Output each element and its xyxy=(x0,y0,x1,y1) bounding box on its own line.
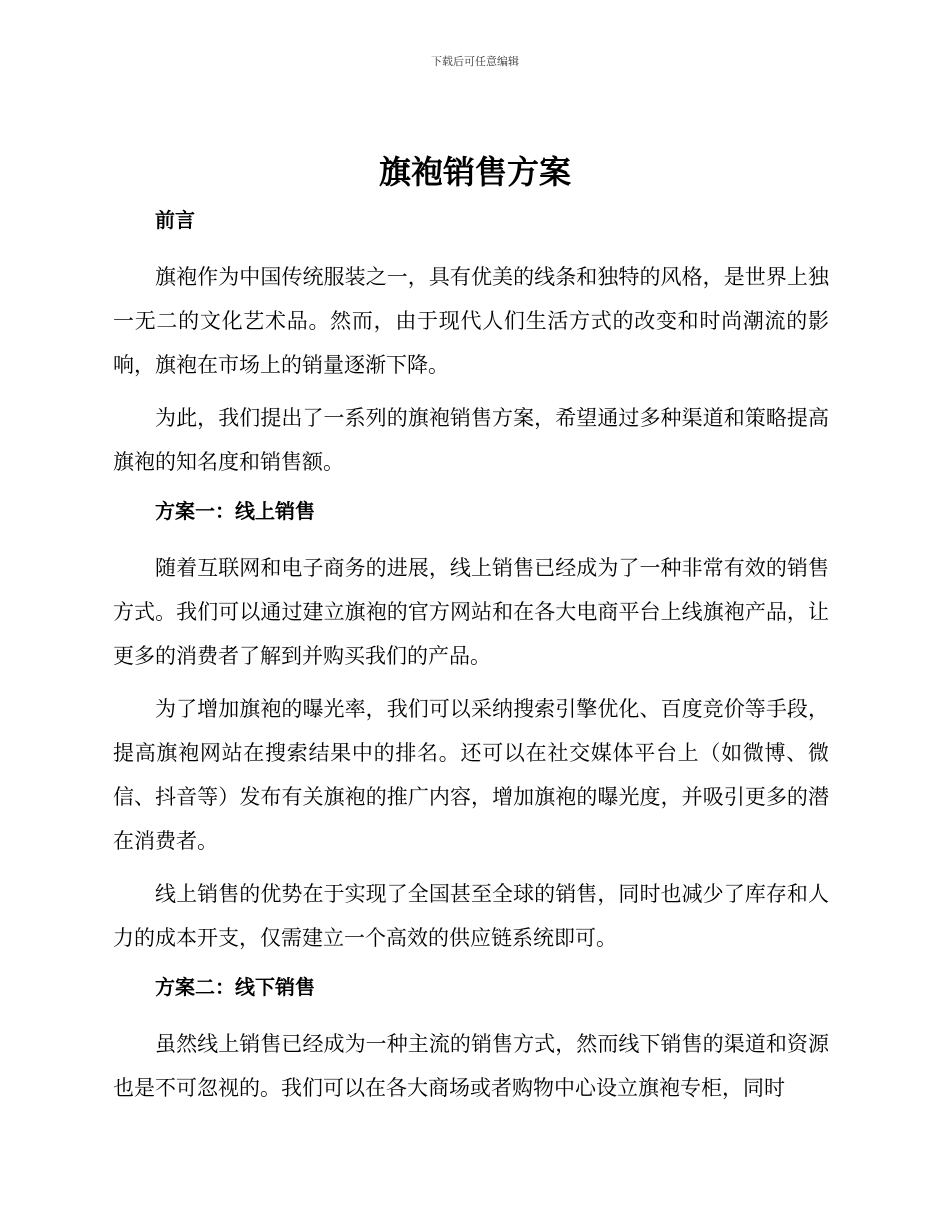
paragraph: 为了增加旗袍的曝光率，我们可以采纳搜索引擎优化、百度竞价等手段，提高旗袍网站在搜索结果中的排名。还可以在社交媒体平台上（如微博、微信、抖音等）发布有关旗袍的推广内容，增加旗袍的曝光度，并吸引更多的潜在消费者。 xyxy=(113,697,829,853)
section-heading-preface: 前言 xyxy=(155,208,195,232)
paragraph: 随着互联网和电子商务的进展，线上销售已经成为了一种非常有效的销售方式。我们可以通过建立旗袍的官方网站和在各大电商平台上线旗袍产品，让更多的消费者了解到并购买我们的产品。 xyxy=(113,556,829,668)
paragraph: 虽然线上销售已经成为一种主流的销售方式，然而线下销售的渠道和资源也是不可忽视的。我们可以在各大商场或者购物中心设立旗袍专柜，同时 xyxy=(113,1032,829,1100)
header-note: 下载后可任意编辑 xyxy=(431,55,519,68)
paragraph: 线上销售的优势在于实现了全国甚至全球的销售，同时也减少了库存和人力的成本开支，仅需建立一个高效的供应链系统即可。 xyxy=(113,882,829,950)
paragraph: 旗袍作为中国传统服装之一，具有优美的线条和独特的风格，是世界上独一无二的文化艺术品。然而，由于现代人们生活方式的改变和时尚潮流的影响，旗袍在市场上的销量逐渐下降。 xyxy=(113,265,829,377)
document-body xyxy=(113,202,829,1119)
document-title: 旗袍销售方案 xyxy=(378,153,571,191)
section-heading-offline-sales: 方案二：线下销售 xyxy=(155,975,315,999)
section-heading-online-sales: 方案一：线上销售 xyxy=(155,499,315,523)
paragraph: 为此，我们提出了一系列的旗袍销售方案，希望通过多种渠道和策略提高旗袍的知名度和销售额。 xyxy=(113,406,829,474)
